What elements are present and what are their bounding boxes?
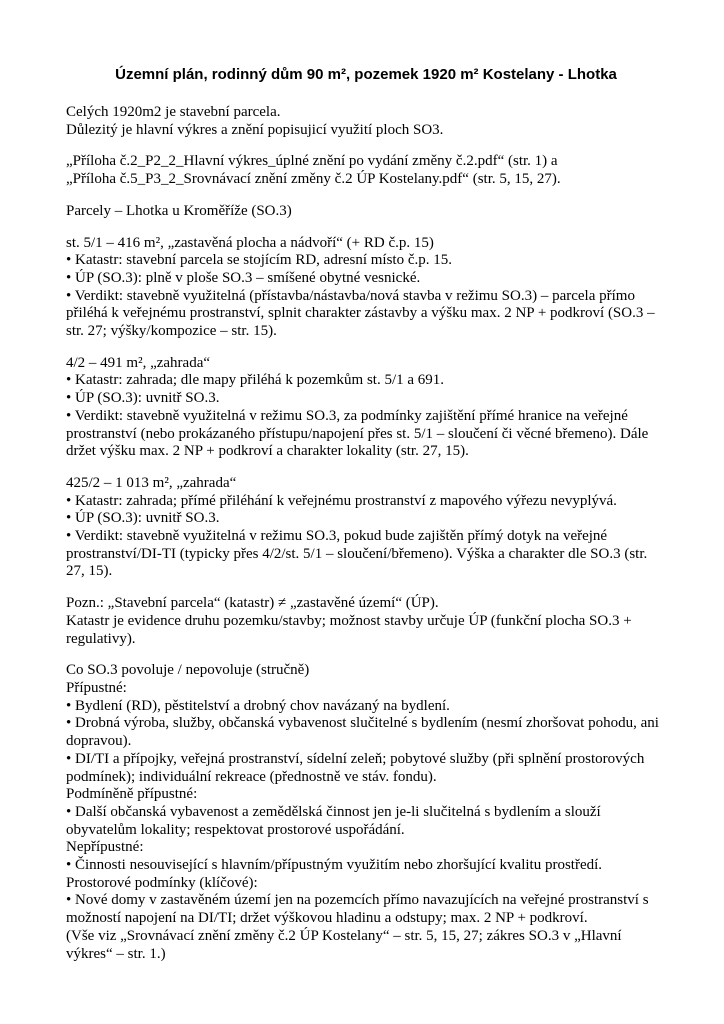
text-line: str. 27; výšky/kompozice – str. 15).: [66, 323, 277, 340]
text-line: • Bydlení (RD), pěstitelství a drobný chov navázaný na bydlení.: [66, 697, 450, 714]
text-line: Pozn.: „Stavební parcela“ (katastr) ≠ „zastavěné území“ (ÚP).: [66, 595, 439, 612]
text-line: držet výšku max. 2 NP + podkroví a charakter lokality (str. 27, 15).: [66, 443, 469, 460]
text-line: • Činnosti nesouvisející s hlavním/přípustným využitím nebo zhoršující kvalitu prostředí.: [66, 857, 603, 874]
paragraph: [66, 235, 666, 341]
paragraph: [66, 595, 666, 648]
document-title: Územní plán, rodinný dům 90 m², pozemek 1920 m² Kostelany - Lhotka: [115, 66, 617, 83]
text-line: • Verdikt: stavebně využitelná v režimu SO.3, za podmínky zajištění přímé hranice na veřejné: [66, 407, 628, 424]
text-line: Celých 1920m2 je stavební parcela.: [66, 104, 281, 120]
text-line: „Příloha č.5_P3_2_Srovnávací znění změny č.2 ÚP Kostelany.pdf“ (str. 5, 15, 27).: [66, 171, 561, 188]
text-line: (Vše viz „Srovnávací znění změny č.2 ÚP Kostelany“ – str. 5, 15, 27; zákres SO.3 v „Hlavní: [66, 927, 622, 944]
paragraph: [66, 203, 666, 221]
text-line: 4/2 – 491 m², „zahrada“: [66, 354, 211, 371]
text-line: • DI/TI a přípojky, veřejná prostranství, sídelní zeleň; pobytové služby (při splnění prostorových: [66, 750, 645, 767]
text-line: Co SO.3 povoluje / nepovoluje (stručně): [66, 662, 310, 679]
text-line: regulativy).: [66, 630, 136, 647]
text-line: 27, 15).: [66, 563, 113, 580]
text-line: • Další občanská vybavenost a zemědělská činnost jen je-li slučitelná s bydlením a slouží: [66, 803, 601, 820]
text-line: • Katastr: zahrada; přímé přiléhání k veřejnému prostranství z mapového výřezu nevyplývá.: [66, 492, 617, 509]
text-line: st. 5/1 – 416 m², „zastavěná plocha a nádvoří“ (+ RD č.p. 15): [66, 234, 434, 251]
text-line: Katastr je evidence druhu pozemku/stavby; možnost stavby určuje ÚP (funkční plocha SO.3 +: [66, 612, 632, 629]
text-line: Prostorové podmínky (klíčové):: [66, 874, 258, 891]
text-line: • Katastr: stavební parcela se stojícím RD, adresní místo č.p. 15.: [66, 252, 452, 269]
text-line: • Verdikt: stavebně využitelná (přístavba/nástavba/nová stavba v režimu SO.3) – parcela přímo: [66, 287, 635, 304]
text-line: Přípustné:: [66, 679, 127, 696]
text-line: Parcely – Lhotka u Kroměříže (SO.3): [66, 202, 292, 219]
text-line: • ÚP (SO.3): uvnitř SO.3.: [66, 510, 220, 527]
text-line: • ÚP (SO.3): plně v ploše SO.3 – smíšené obytné vesnické.: [66, 269, 421, 286]
text-line: podmínek); individuální rekreace (přednostně ve stáv. fondu).: [66, 768, 437, 785]
text-line: „Příloha č.2_P2_2_Hlavní výkres_úplné znění po vydání změny č.2.pdf“ (str. 1) a: [66, 153, 558, 170]
document-body: [66, 104, 666, 963]
text-line: dopravou).: [66, 733, 132, 750]
text-line: • Verdikt: stavebně využitelná v režimu SO.3, pokud bude zajištěn přímý dotyk na veřejné: [66, 528, 608, 545]
text-line: Důlezitý je hlavní výkres a znění popisujicí využití ploch SO3.: [66, 121, 444, 138]
text-line: • ÚP (SO.3): uvnitř SO.3.: [66, 390, 220, 407]
paragraph: [66, 104, 666, 139]
text-line: výkres“ – str. 1.): [66, 945, 166, 962]
text-line: prostranství (nebo prokázaného přístupu/napojení přes st. 5/1 – sloučení či věcné břemeno). Dále: [66, 425, 649, 442]
text-line: možností napojení na DI/TI; držet výškovou hladinu a odstupy; max. 2 NP + podkroví.: [66, 910, 588, 927]
text-line: 425/2 – 1 013 m², „zahrada“: [66, 474, 237, 491]
text-line: • Drobná výroba, služby, občanská vybavenost slučitelné s bydlením (nesmí zhoršovat pohodu, ani: [66, 715, 659, 732]
paragraph: [66, 355, 666, 461]
paragraph: [66, 475, 666, 581]
paragraph: [66, 153, 666, 188]
text-line: • Katastr: zahrada; dle mapy přiléhá k pozemkům st. 5/1 a 691.: [66, 372, 445, 389]
text-line: přiléhá k veřejnému prostranství, splnit charakter zástavby a výšku max. 2 NP + podkroví (SO.3 –: [66, 305, 655, 322]
paragraph: [66, 662, 666, 963]
text-line: Nepřípustné:: [66, 839, 144, 856]
text-line: obyvatelům lokality; respektovat prostorové uspořádání.: [66, 821, 405, 838]
text-line: Podmíněně přípustné:: [66, 786, 198, 803]
text-line: • Nové domy v zastavěném území jen na pozemcích přímo navazujících na veřejné prostranství s: [66, 892, 649, 909]
text-line: prostranství/DI-TI (typicky přes 4/2/st. 5/1 – sloučení/břemeno). Výška a charakter dle SO.3 (str.: [66, 545, 648, 562]
